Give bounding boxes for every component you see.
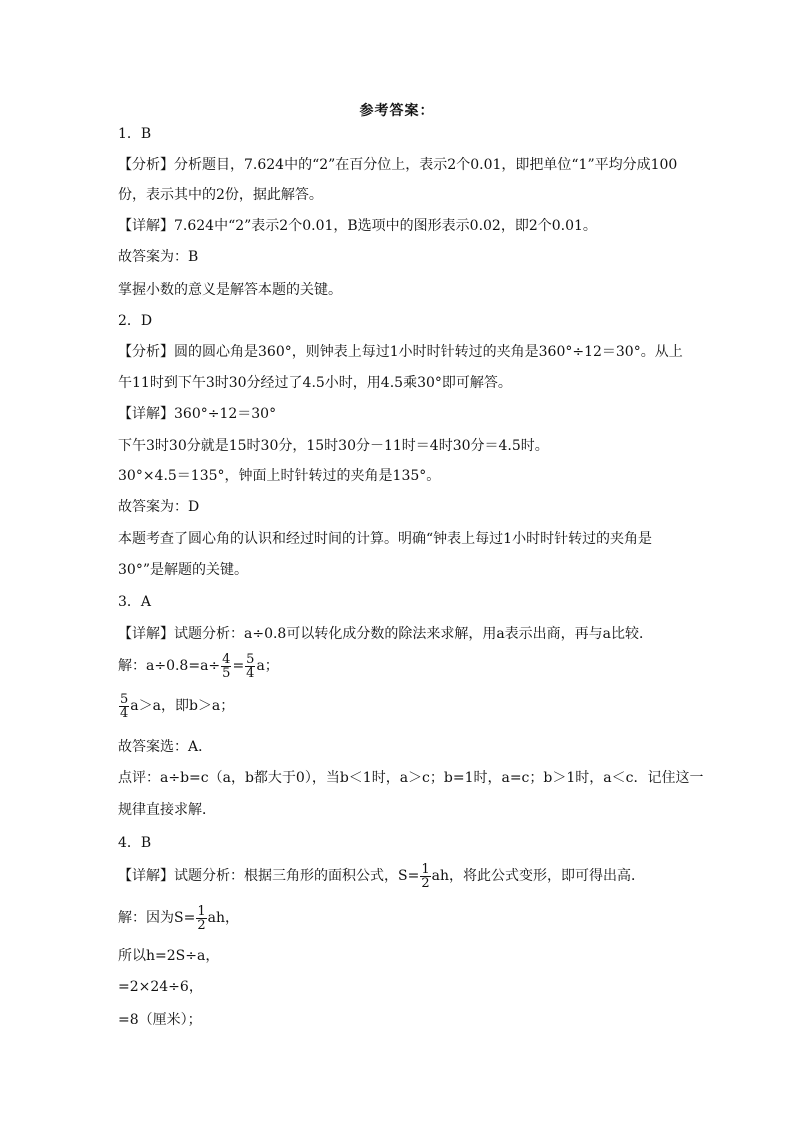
q4-solution-fraction-1-2 [196,905,206,932]
q3-solution-prefix: 解：a÷0.8=a÷ [118,658,221,674]
q3-answer: 故答案选：A． [118,739,213,755]
q3-compare [118,690,678,722]
fraction-denominator: 5 [222,665,231,681]
fraction-denominator: 2 [197,917,206,933]
q1-answer: 故答案为：B [118,249,199,265]
q2-number: 2．D [118,313,153,329]
q3-number: 3．A [118,594,152,610]
q2-answer: 故答案为：D [118,499,200,515]
q3-solution-suffix: a； [256,658,279,674]
q4-step-1: 所以h=2S÷a， [118,948,220,964]
q2-note-line-1: 本题考查了圆心角的认识和经过时间的计算。明确“钟表上每过1小时时针转过的夹角是 [118,531,653,547]
q2-line-b: 30°×4.5＝135°，钟面上时针转过的夹角是135°。 [118,468,441,484]
q3-equals: = [232,658,245,674]
q2-note-line-2: 30°”是解题的关键。 [118,562,248,578]
q4-fraction-1-2 [420,863,430,890]
q4-step-3: =8（厘米）； [118,1012,202,1028]
q1-analysis-line-2: 份，表示其中的2份，据此解答。 [118,187,323,203]
q4-detail-suffix: ah，将此公式变形，即可得出高． [431,868,645,884]
q3-solution [118,650,678,682]
fraction-denominator: 4 [246,665,255,681]
q2-analysis-line-1: 【分析】圆的圆心角是360°，则钟表上每过1小时时针转过的夹角是360°÷12＝30°。从上 [118,344,683,360]
q3-compare-text: a＞a，即b＞a； [130,698,235,714]
q4-solution-suffix: ah， [207,910,239,926]
q3-comment-line-1: 点评：a÷b=c（a，b都大于0），当b＜1时，a＞c；b=1时，a=c；b＞1时，a＜c．记住这一 [118,770,704,786]
q3-detail: 【详解】试题分析：a÷0.8可以转化成分数的除法来求解，用a表示出商，再与a比较． [118,626,654,642]
q1-number: 1．B [118,126,152,142]
q1-analysis-line-1: 【分析】分析题目，7.624中的“2”在百分位上，表示2个0.01，即把单位“1”平均分成100 [118,157,678,173]
q2-line-a: 下午3时30分就是15时30分，15时30分－11时＝4时30分＝4.5时。 [118,438,549,454]
fraction-numerator: 1 [197,903,206,919]
page-title: 参考答案： [359,103,435,119]
q4-solution-prefix: 解：因为S= [118,910,196,926]
q4-step-2: =2×24÷6， [118,979,203,995]
fraction-numerator: 5 [120,691,129,707]
q3-comment-line-2: 规律直接求解． [118,802,216,818]
fraction-numerator: 4 [222,651,231,667]
fraction-denominator: 4 [120,705,129,721]
q4-detail-prefix: 【详解】试题分析：根据三角形的面积公式，S= [118,868,420,884]
q2-detail: 【详解】360°÷12＝30° [118,406,277,422]
fraction-numerator: 1 [421,861,430,877]
q3-fraction-5-4-compare [119,693,129,720]
q4-detail [118,860,678,892]
q4-number: 4．B [118,835,152,851]
q3-fraction-4-5 [221,653,231,680]
fraction-numerator: 5 [246,651,255,667]
fraction-denominator: 2 [421,875,430,891]
q3-fraction-5-4 [245,653,255,680]
q2-analysis-line-2: 午11时到下午3时30分经过了4.5小时，用4.5乘30°即可解答。 [118,375,512,391]
q1-detail: 【详解】7.624中“2”表示2个0.01，B选项中的图形表示0.02，即2个0.01。 [118,218,597,234]
q4-solution [118,902,678,934]
q1-note: 掌握小数的意义是解答本题的关键。 [118,282,342,298]
